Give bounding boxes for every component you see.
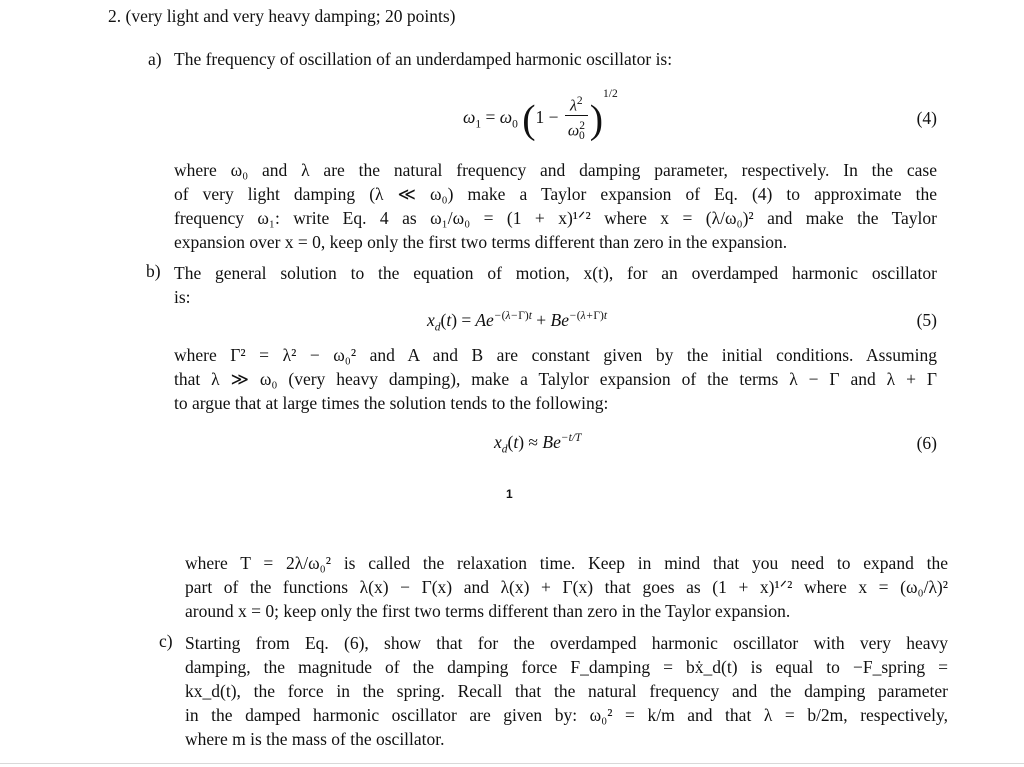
part-b-intro-line: is: bbox=[174, 287, 191, 307]
part-b-body bbox=[174, 343, 937, 415]
page-number: 1 bbox=[506, 487, 513, 501]
equation-4: $\omega_1 = \omega_0$ (1 − $\frac{\lambda^2}{\omega^2_0}$ )$^{1/2}$ bbox=[463, 88, 618, 143]
equation-5: $x_d(t) = Ae^{-(\lambda-\Gamma)t} + Be^{-(\lambda+\Gamma)t}$ bbox=[427, 310, 608, 334]
equation-4-number: (4) bbox=[916, 108, 937, 128]
part-c-line: damping, the magnitude of the damping force F_damping = bẋ_d(t) is equal to −F_spring = bbox=[185, 657, 948, 677]
part-a-body-line: where ω₀ and λ are the natural frequency and damping parameter, respectively. In the case bbox=[174, 160, 937, 180]
problem-heading: 2. (very light and very heavy damping; 20 points) bbox=[108, 6, 456, 26]
continuation-line: part of the functions λ(x) − Γ(x) and λ(x) + Γ(x) that goes as (1 + x)¹ᐟ² where x = (ω₀/λ)² bbox=[185, 577, 948, 597]
part-b-intro bbox=[174, 261, 937, 309]
continuation-line: where T = 2λ/ω₀² is called the relaxation time. Keep in mind that you need to expand the bbox=[185, 553, 948, 573]
page-bottom-divider bbox=[0, 763, 1024, 764]
continuation-line: around x = 0; keep only the first two terms different than zero in the Taylor expansion. bbox=[185, 601, 791, 621]
part-a-body bbox=[174, 158, 937, 254]
part-a-body-line: frequency ω₁: write Eq. 4 as ω₁/ω₀ = (1 + x)¹ᐟ² where x = (λ/ω₀)² and make the Taylor bbox=[174, 208, 937, 228]
part-b-body-line: where Γ² = λ² − ω₀² and A and B are constant given by the initial conditions. Assuming bbox=[174, 345, 937, 365]
part-b-label: b) bbox=[146, 261, 161, 281]
part-c-line: Starting from Eq. (6), show that for the overdamped harmonic oscillator with very heavy bbox=[185, 633, 948, 653]
equation-6-number: (6) bbox=[916, 433, 937, 453]
part-b-continuation bbox=[185, 551, 948, 623]
part-c-line: in the damped harmonic oscillator are given by: ω₀² = k/m and that λ = b/2m, respectively, bbox=[185, 705, 948, 725]
part-a-body-line: expansion over x = 0, keep only the first two terms different than zero in the expansion. bbox=[174, 232, 788, 252]
part-c-line: kx_d(t), the force in the spring. Recall that the natural frequency and the damping parameter bbox=[185, 681, 948, 701]
equation-6: $x_d(t) \approx Be^{-t/T}$ bbox=[494, 432, 582, 456]
part-c-body bbox=[185, 631, 948, 751]
part-b-intro-line: The general solution to the equation of motion, x(t), for an overdamped harmonic oscillator bbox=[174, 263, 937, 283]
part-b-body-line: that λ ≫ ω₀ (very heavy damping), make a Talylor expansion of the terms λ − Γ and λ + Γ bbox=[174, 369, 937, 389]
part-c-line: where m is the mass of the oscillator. bbox=[185, 729, 445, 749]
part-a-body-line: of very light damping (λ ≪ ω₀) make a Taylor expansion of Eq. (4) to approximate the bbox=[174, 184, 937, 204]
equation-5-number: (5) bbox=[916, 310, 937, 330]
part-c-label: c) bbox=[159, 631, 173, 651]
part-a-label: a) bbox=[148, 49, 162, 69]
part-a-intro: The frequency of oscillation of an underdamped harmonic oscillator is: bbox=[174, 49, 673, 69]
part-b-body-line: to argue that at large times the solution tends to the following: bbox=[174, 393, 609, 413]
